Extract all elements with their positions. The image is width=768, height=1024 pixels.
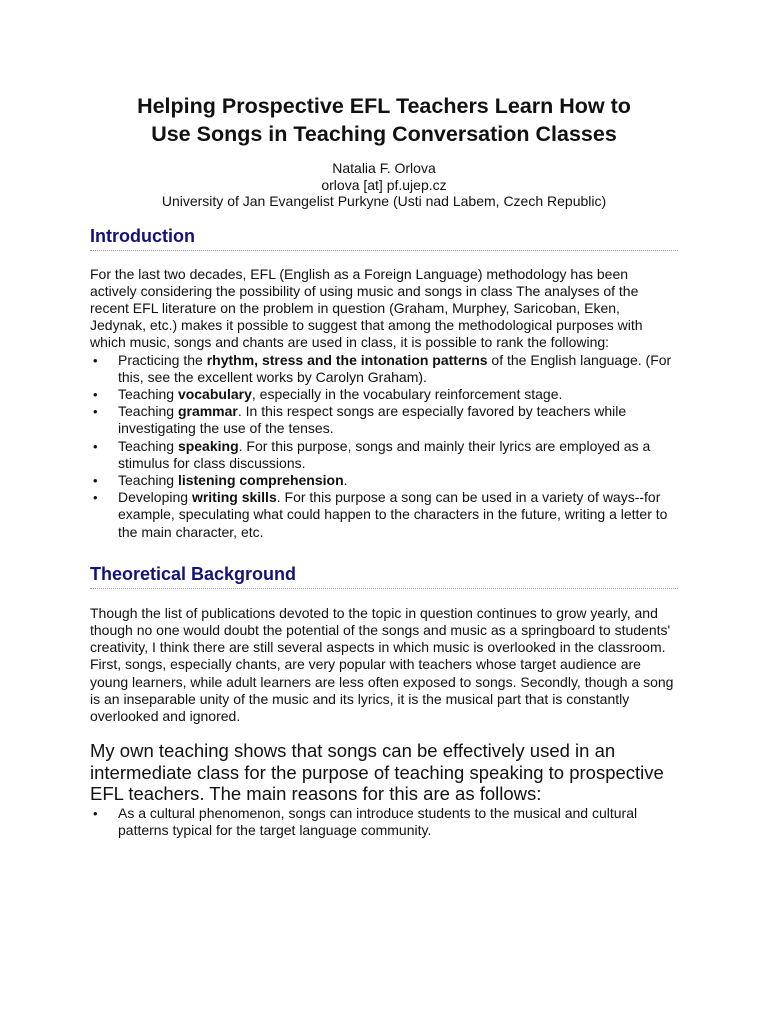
large-paragraph: My own teaching shows that songs can be effectively used in an intermediate class for the purpose of teaching speaking to prospective EFL teachers. The main reasons for this are as follows: (90, 740, 664, 805)
author-block (90, 160, 678, 210)
title-line-2: Use Songs in Teaching Conversation Classes (151, 122, 617, 146)
list-item (93, 471, 678, 489)
bullet-icon: • (93, 386, 98, 402)
list-item-text: As a cultural phenomenon, songs can introduce students to the musical and cultural patterns typical for the target language community. (118, 804, 638, 838)
list-item-post: . For this purpose, songs and mainly their lyrics are employed as a stimulus for class discussions. (118, 437, 651, 471)
title-line-1: Helping Prospective EFL Teachers Learn How to (137, 94, 631, 118)
bullet-icon: • (93, 404, 98, 420)
author-affiliation: University of Jan Evangelist Purkyne (Usti nad Labem, Czech Republic) (161, 193, 607, 209)
bullet-icon: • (93, 352, 98, 368)
list-item (93, 403, 678, 437)
list-item-bold: grammar (177, 403, 238, 420)
bullet-icon: • (93, 490, 98, 506)
list-item-pre: Teaching (118, 437, 178, 454)
bullet-icon: • (93, 805, 98, 821)
list-item-bold: speaking (177, 437, 239, 454)
list-item-pre: Practicing the (118, 351, 207, 368)
list-item (93, 437, 678, 472)
theory-paragraph: Though the list of publications devoted to the topic in question continues to grow yearly, and though no one would doubt the potential of the songs and music as a springboard to students' creativity, I think there are still several aspects in which music is overlooked in the classroom. First, songs, especially chants, are very popular with teachers whose target audience are young learners, while adult learners are less often exposed to songs. Secondly, though a song is an inseparable unity of the music and its lyrics, it is the musical part that is constantly overlooked and ignored. (90, 604, 674, 724)
methodological-purposes-list (90, 352, 678, 541)
list-item-post: of the English language. (For this, see the excellent works by Carolyn Graham). (118, 351, 672, 385)
list-item-post: . For this purpose a song can be used in a variety of ways--for example, speculating what could happen to the characters in the future, writing a letter to the main character, etc. (118, 489, 668, 540)
list-item-pre: Developing (118, 489, 192, 506)
list-item (93, 351, 678, 386)
author-name: Natalia F. Orlova (332, 160, 436, 176)
list-item-post: , especially in the vocabulary reinforcement stage. (251, 385, 563, 402)
list-item-pre: Teaching (118, 403, 178, 420)
introduction-paragraph: For the last two decades, EFL (English as a Foreign Language) methodology has been actively considering the possibility of using music and songs in class The analyses of the recent EFL literature on the problem in question (Graham, Murphey, Saricoban, Eken, Jedynak, etc.) makes it possible to suggest that among the methodological purposes with which music, songs and chants are used in class, it is possible to rank the following: (90, 265, 643, 351)
list-item-bold: listening comprehension (177, 471, 344, 488)
bullet-icon: • (93, 472, 98, 488)
paper-title (90, 0, 678, 148)
list-item (93, 385, 678, 403)
list-item-post: . In this respect songs are especially favored by teachers while investigating the use of the tenses. (118, 403, 627, 437)
list-item-bold: rhythm, stress and the intonation patterns (206, 351, 488, 368)
list-item-pre: Teaching (118, 385, 178, 402)
list-item-bold: vocabulary (177, 385, 252, 402)
bullet-icon: • (93, 438, 98, 454)
section-heading-theoretical-background: Theoretical Background (90, 563, 678, 589)
list-item (93, 489, 678, 541)
list-item-post: . (343, 471, 348, 488)
list-item-bold: writing skills (191, 489, 277, 506)
section-heading-introduction: Introduction (90, 225, 678, 251)
author-email: orlova [at] pf.ujep.cz (321, 176, 447, 193)
list-item-pre: Teaching (118, 471, 178, 488)
list-item (93, 804, 678, 839)
reasons-list (90, 805, 678, 839)
